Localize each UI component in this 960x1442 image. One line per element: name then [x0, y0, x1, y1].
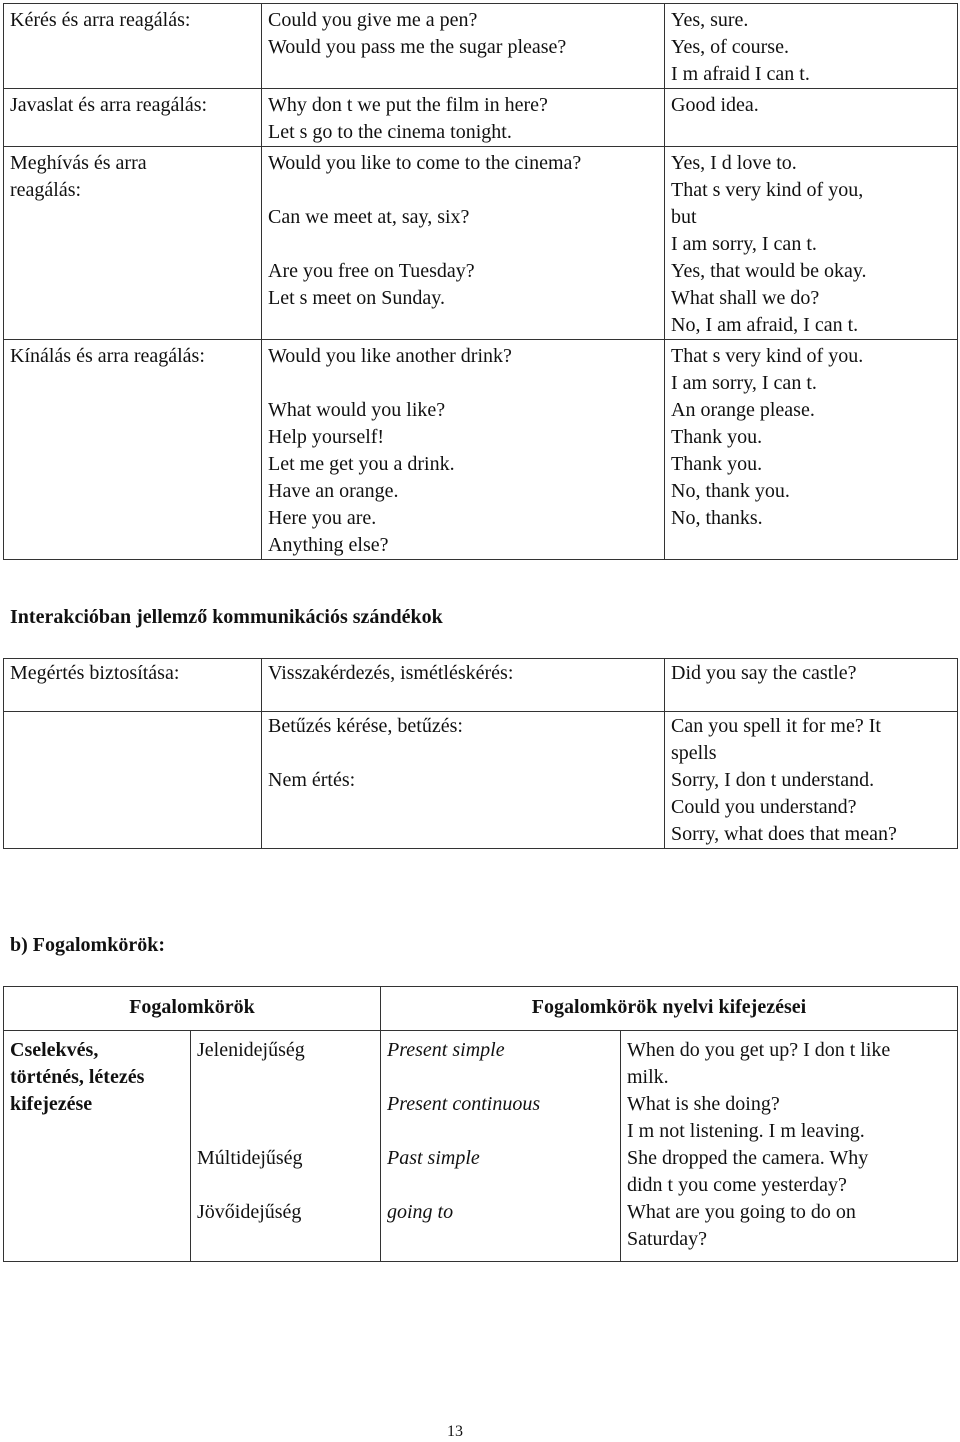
text-line: Here you are.: [268, 507, 377, 529]
text-line: Would you like another drink?: [268, 345, 512, 367]
text-line: Why don t we put the film in here?: [268, 94, 548, 116]
header-concepts: Fogalomkörök: [4, 987, 381, 1031]
table-row: [4, 712, 958, 849]
interaction-middle: Visszakérdezés, ismétléskérés:: [262, 659, 665, 712]
text-line: What shall we do?: [671, 287, 820, 309]
interaction-label-empty: [4, 712, 262, 849]
text-line: but: [671, 206, 697, 228]
section-heading-concepts: b) Fogalomkörök:: [10, 934, 165, 956]
text-line: Past simple: [387, 1147, 480, 1169]
text-line: reagálás:: [10, 179, 82, 201]
text-line: Nem értés:: [268, 769, 356, 791]
expressions-cell: [262, 89, 665, 147]
text-line: milk.: [627, 1066, 669, 1088]
expressions-cell: [262, 147, 665, 340]
examples-cell: [621, 1031, 958, 1262]
text-line: Jelenidejűség: [197, 1039, 305, 1061]
table-row: [4, 4, 958, 89]
table-row: [4, 147, 958, 340]
spacer: [387, 1172, 614, 1199]
text-line: Can we meet at, say, six?: [268, 206, 470, 228]
text-line: What are you going to do on: [627, 1201, 856, 1223]
table-row: [4, 340, 958, 560]
spacer: [197, 1091, 374, 1118]
expressions-cell: [262, 4, 665, 89]
concepts-table: [3, 986, 958, 1262]
spacer: [197, 1118, 374, 1145]
interaction-right-cell: [665, 712, 958, 849]
text-line: Would you like to come to the cinema?: [268, 152, 582, 174]
interaction-label: Megértés biztosítása:: [4, 659, 262, 712]
text-line: Sorry, what does that mean?: [671, 823, 897, 845]
spacer: [387, 1118, 614, 1145]
text-line: Could you give me a pen?: [268, 9, 478, 31]
responses-cell: [665, 147, 958, 340]
function-label-cell: [4, 89, 262, 147]
text-line: Yes, of course.: [671, 36, 789, 58]
function-label-cell: [4, 147, 262, 340]
table-row: [4, 1031, 958, 1262]
responses-cell: [665, 4, 958, 89]
text-line: Present continuous: [387, 1093, 541, 1115]
header-expressions: Fogalomkörök nyelvi kifejezései: [381, 987, 958, 1031]
text-line: Múltidejűség: [197, 1147, 303, 1169]
table-row: [4, 89, 958, 147]
text-line: történés, létezés: [10, 1066, 145, 1088]
text-line: Have an orange.: [268, 480, 399, 502]
text-line: I m not listening. I m leaving.: [627, 1120, 865, 1142]
text-line: Saturday?: [627, 1228, 707, 1250]
spacer: [387, 1064, 614, 1091]
text-line: Cselekvés,: [10, 1039, 99, 1061]
text-line: Would you pass me the sugar please?: [268, 36, 567, 58]
interaction-right: Did you say the castle?: [665, 659, 958, 712]
text-line: Thank you.: [671, 426, 763, 448]
tense-cell: [381, 1031, 621, 1262]
spacer: [268, 370, 658, 397]
function-label-cell: [4, 340, 262, 560]
text-line: What would you like?: [268, 399, 446, 421]
text-line: Betűzés kérése, betűzés:: [268, 715, 463, 737]
text-line: Meghívás és arra: [10, 152, 147, 174]
spacer: [197, 1064, 374, 1091]
text-line: Kínálás és arra reagálás:: [10, 345, 205, 367]
category-cell: [4, 1031, 191, 1262]
text-line: Yes, sure.: [671, 9, 749, 31]
text-line: didn t you come yesterday?: [627, 1174, 847, 1196]
responses-cell: [665, 340, 958, 560]
text-line: No, thanks.: [671, 507, 763, 529]
text-line: Let s go to the cinema tonight.: [268, 121, 512, 143]
table-row: [4, 659, 958, 712]
text-line: I am sorry, I can t.: [671, 372, 817, 394]
spacer: [268, 177, 658, 204]
text-line: Let me get you a drink.: [268, 453, 455, 475]
spacer: [268, 740, 658, 767]
functions-table: [3, 3, 958, 560]
text-line: When do you get up? I don t like: [627, 1039, 891, 1061]
responses-cell: [665, 89, 958, 147]
table-header-row: [4, 987, 958, 1031]
text-line: An orange please.: [671, 399, 815, 421]
text-line: Let s meet on Sunday.: [268, 287, 446, 309]
interaction-table: [3, 658, 958, 849]
text-line: What is she doing?: [627, 1093, 780, 1115]
function-label-cell: [4, 4, 262, 89]
text-line: going to: [387, 1201, 454, 1223]
text-line: That s very kind of you.: [671, 345, 864, 367]
text-line: Jövőidejűség: [197, 1201, 302, 1223]
spacer: [197, 1172, 374, 1199]
text-line: No, thank you.: [671, 480, 790, 502]
text-line: I am sorry, I can t.: [671, 233, 817, 255]
text-line: No, I am afraid, I can t.: [671, 314, 859, 336]
page-number: 13: [447, 1423, 463, 1440]
text-line: I m afraid I can t.: [671, 63, 810, 85]
text-line: Help yourself!: [268, 426, 385, 448]
interaction-middle-cell: [262, 712, 665, 849]
text-line: Thank you.: [671, 453, 763, 475]
text-line: Can you spell it for me? It: [671, 715, 881, 737]
text-line: That s very kind of you,: [671, 179, 864, 201]
text-line: Anything else?: [268, 534, 389, 556]
text-line: Good idea.: [671, 94, 759, 116]
section-heading-interaction: Interakcióban jellemző kommunikációs szándékok: [10, 606, 443, 628]
text-line: Javaslat és arra reagálás:: [10, 94, 208, 116]
text-line: Sorry, I don t understand.: [671, 769, 875, 791]
expressions-cell: [262, 340, 665, 560]
text-line: Could you understand?: [671, 796, 857, 818]
text-line: spells: [671, 742, 717, 764]
subcategory-cell: [191, 1031, 381, 1262]
text-line: She dropped the camera. Why: [627, 1147, 869, 1169]
text-line: Present simple: [387, 1039, 505, 1061]
text-line: kifejezése: [10, 1093, 93, 1115]
text-line: Yes, I d love to.: [671, 152, 797, 174]
text-line: Yes, that would be okay.: [671, 260, 867, 282]
text-line: Kérés és arra reagálás:: [10, 9, 191, 31]
spacer: [268, 231, 658, 258]
text-line: Are you free on Tuesday?: [268, 260, 475, 282]
